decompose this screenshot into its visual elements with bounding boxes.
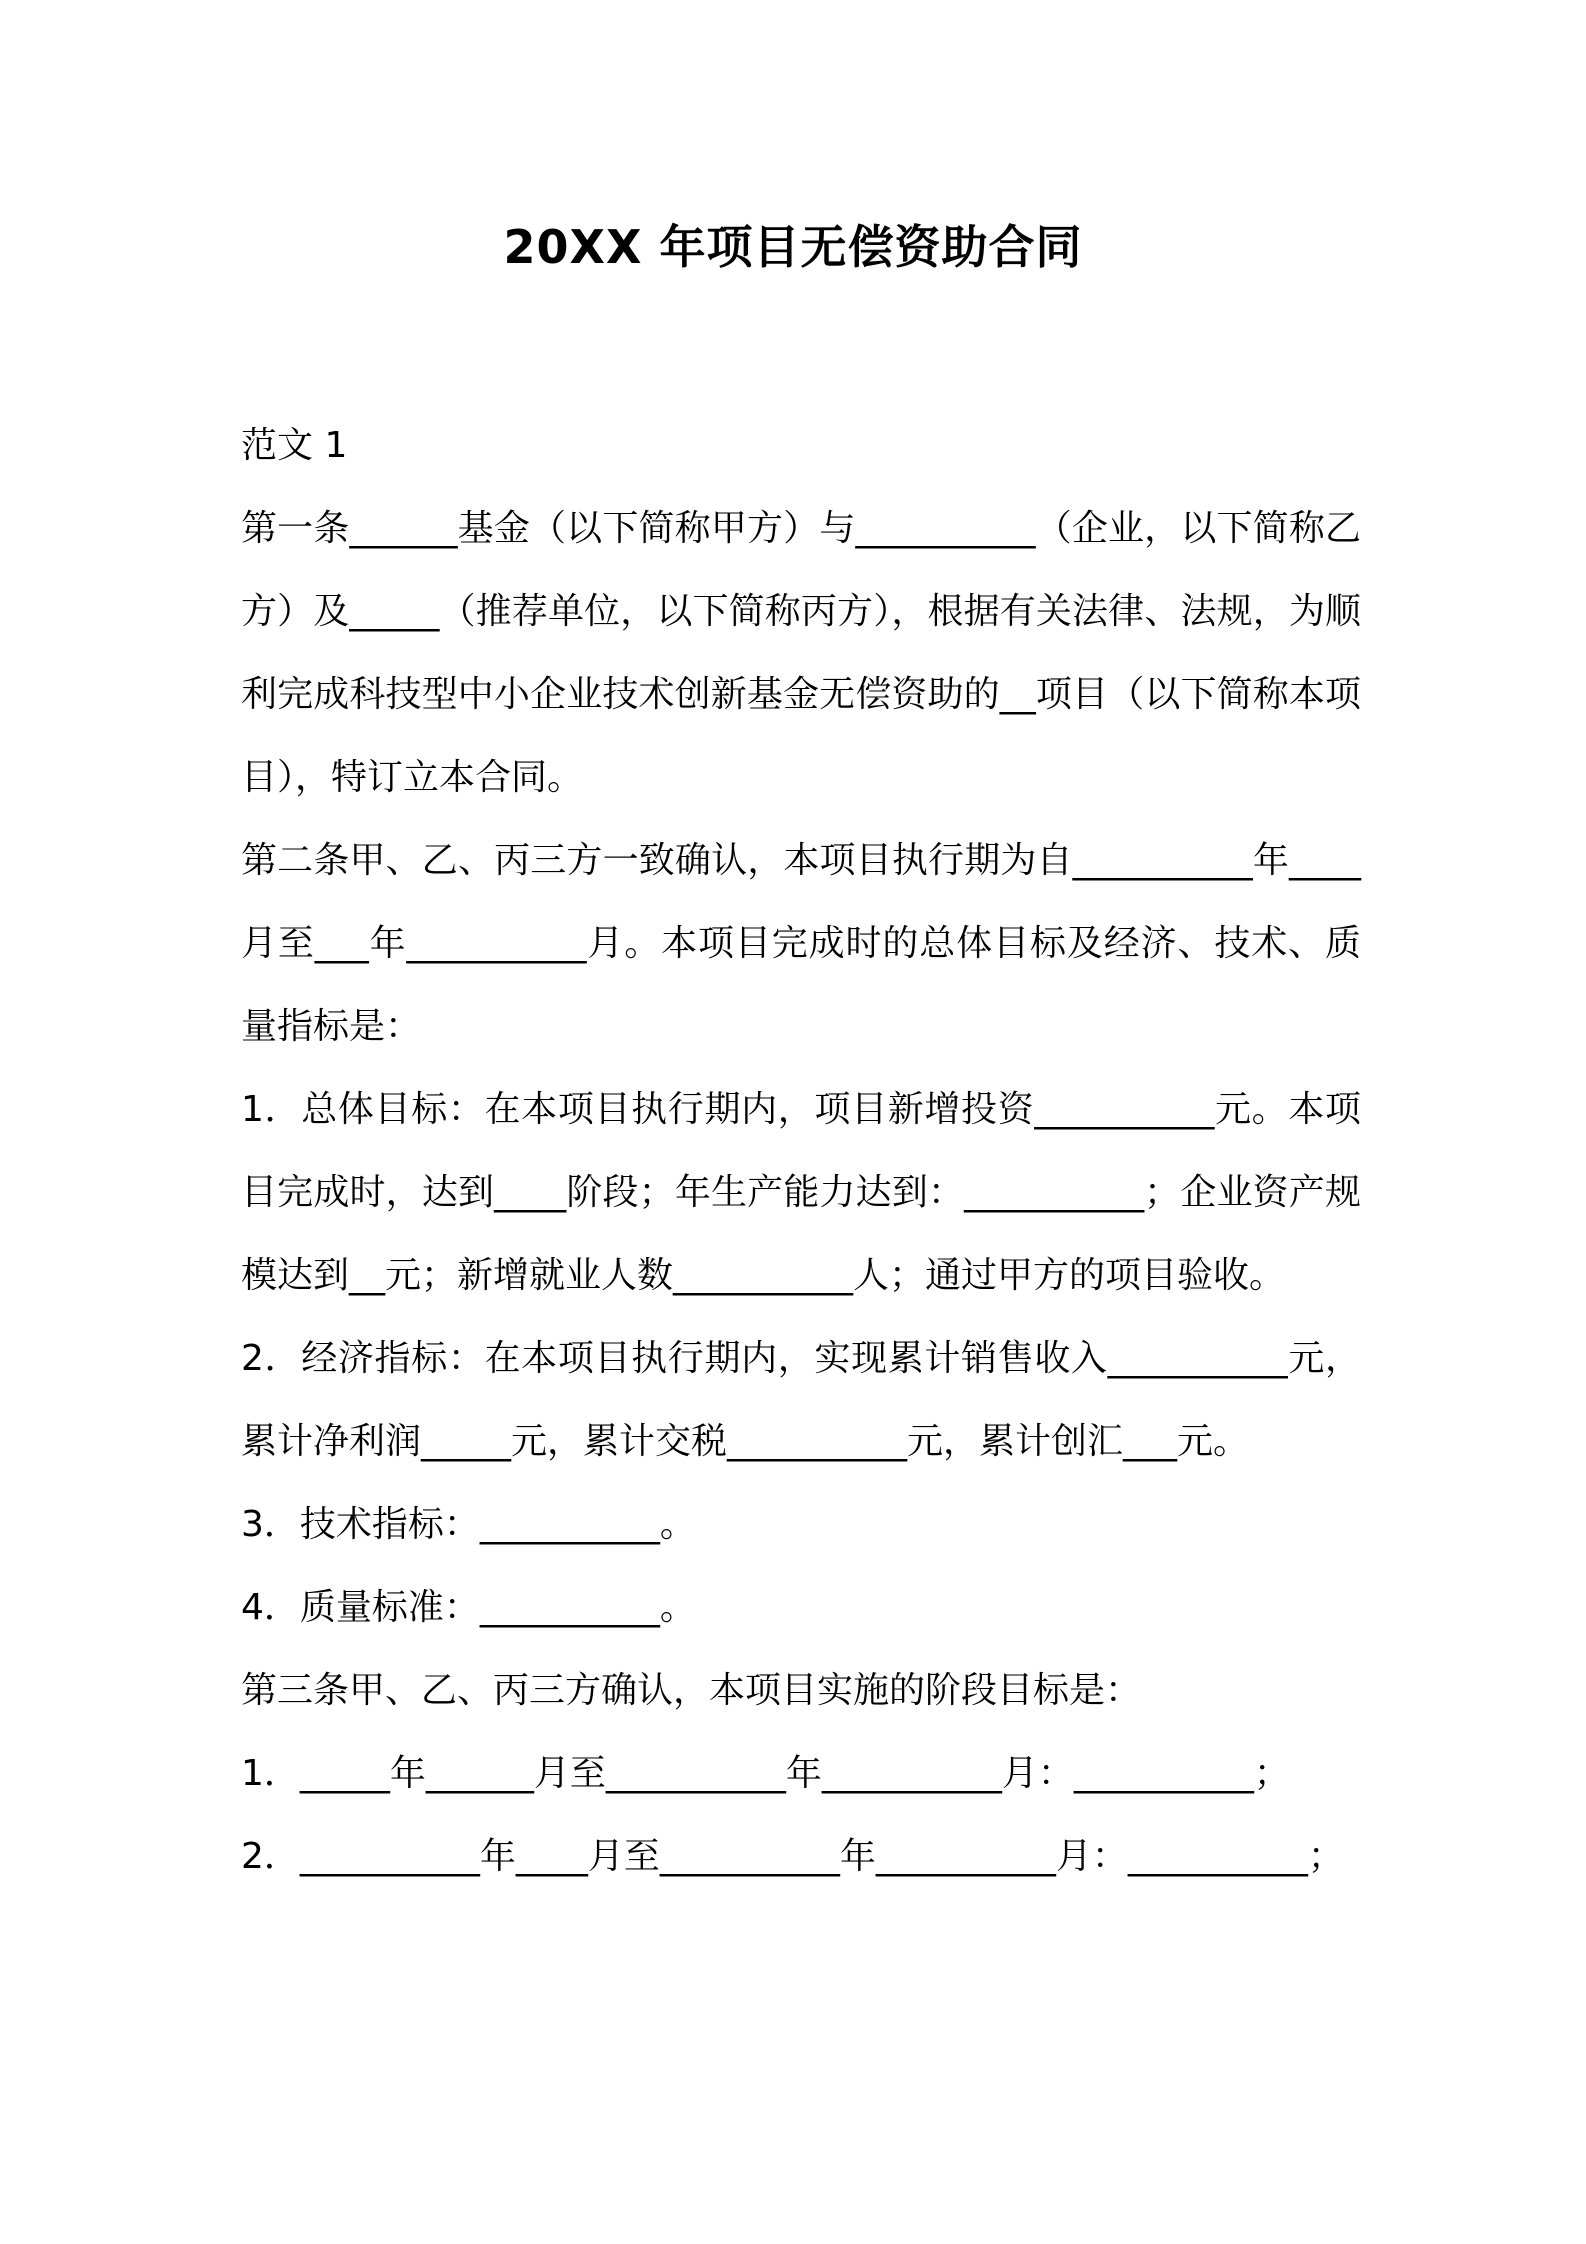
article-3-paragraph: 第三条甲、乙、丙三方确认，本项目实施的阶段目标是： bbox=[241, 1670, 1142, 1711]
article-1-paragraph: 第一条______基金（以下简称甲方）与__________（企业，以下简称乙方）及_____（推荐单位，以下简称丙方），根据有关法律、法规，为顺利完成科技型中小企业技术创新基金无偿资助的__项目（以下简称本项目），特订立本合同。 bbox=[241, 508, 1361, 798]
stage-goal-item-1: 1．_____年______月至__________年__________月：__________； bbox=[241, 1753, 1290, 1794]
document-body bbox=[241, 404, 1361, 1898]
stage-goal-item-2: 2．__________年____月至__________年__________月：__________； bbox=[241, 1836, 1344, 1877]
document-title: 20XX 年项目无偿资助合同 bbox=[503, 220, 1083, 274]
article-2-paragraph: 第二条甲、乙、丙三方一致确认，本项目执行期为自__________年____月至___年__________月。本项目完成时的总体目标及经济、技术、质量指标是： bbox=[241, 840, 1361, 1047]
overall-goal-item: 1．总体目标：在本项目执行期内，项目新增投资__________元。本项目完成时，达到____阶段；年生产能力达到：__________；企业资产规模达到__元；新增就业人数__________人；通过甲方的项目验收。 bbox=[241, 1089, 1361, 1296]
economic-indicator-item: 2．经济指标：在本项目执行期内，实现累计销售收入__________元，累计净利润_____元，累计交税__________元，累计创汇___元。 bbox=[241, 1338, 1361, 1462]
quality-standard-item: 4．质量标准：__________。 bbox=[241, 1587, 696, 1628]
section-label: 范文 1 bbox=[241, 425, 348, 466]
technical-indicator-item: 3．技术指标：__________。 bbox=[241, 1504, 696, 1545]
